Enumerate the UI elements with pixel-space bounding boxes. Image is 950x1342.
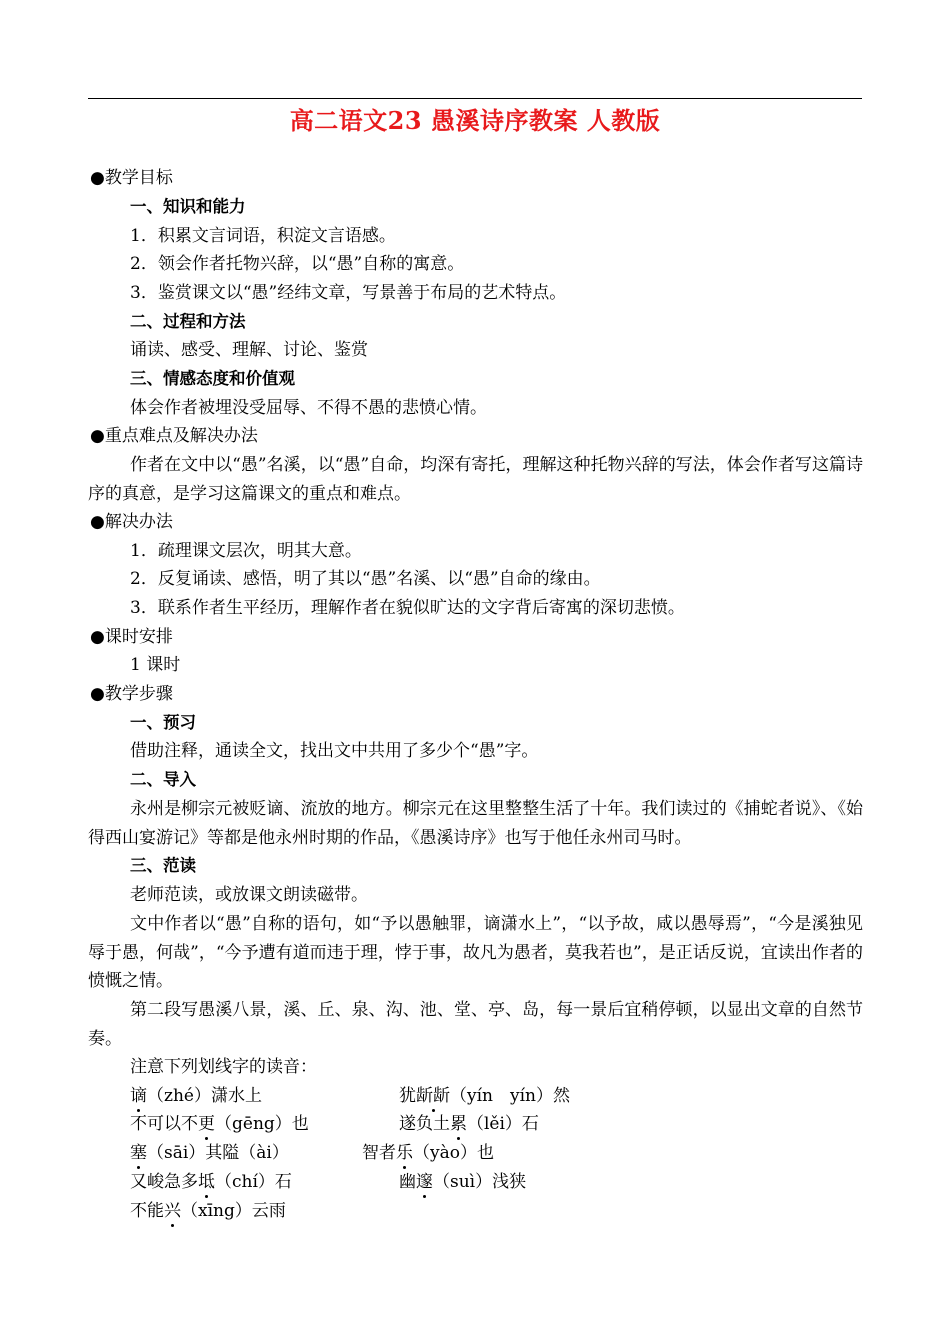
pronunciation-item: 不可以不更（gēng）也 — [130, 1114, 309, 1134]
list-item: 1．疏理课文层次，明其大意。 — [130, 541, 362, 561]
reading-paragraph-2: 文中作者以“愚”自称的语句，如“予以愚触罪，谪潇水上”，“以予故，咸以愚辱焉”，“今是溪独见辱于愚，何哉”，“今予遭有道而违于理，悖于事，故凡为愚者，莫我若也”，是正话反说，宜读出作者的愤慨之情。 — [88, 914, 863, 992]
section-heading-objectives: ●教学目标 — [90, 168, 173, 188]
section-heading-keypoints: ●重点难点及解决办法 — [90, 426, 258, 446]
list-item: 3．鉴赏课文以“愚”经纬文章，写景善于布局的艺术特点。 — [130, 283, 567, 303]
subheading-emotion: 三、情感态度和价值观 — [130, 369, 295, 388]
reading-paragraph-1: 老师范读，或放课文朗读磁带。 — [130, 885, 368, 905]
pronunciation-item: 遂负土累（lěi）石 — [399, 1114, 539, 1134]
subheading-reading: 三、范读 — [130, 856, 196, 875]
pronunciation-item: 幽邃（suì）浅狭 — [399, 1172, 527, 1192]
pronunciation-intro: 注意下列划线字的读音： — [130, 1057, 317, 1077]
list-item: 1．积累文言词语，积淀文言语感。 — [130, 226, 396, 246]
intro-paragraph: 永州是柳宗元被贬谪、流放的地方。柳宗元在这里整整生活了十年。我们读过的《捕蛇者说》、《始得西山宴游记》等都是他永州时期的作品，《愚溪诗序》也写于他任永州司马时。 — [88, 799, 863, 848]
section-heading-steps: ●教学步骤 — [90, 684, 173, 704]
pronunciation-item: 不能兴（xīng）云雨 — [130, 1201, 286, 1221]
subheading-intro: 二、导入 — [130, 770, 196, 789]
keypoints-paragraph: 作者在文中以“愚”名溪，以“愚”自命，均深有寄托，理解这种托物兴辞的写法，体会作者写这篇诗序的真意，是学习这篇课文的重点和难点。 — [88, 455, 863, 504]
pronunciation-item: 谪（zhé）潇水上 — [130, 1086, 262, 1106]
pronunciation-item: 又峻急多坻（chí）石 — [130, 1172, 292, 1192]
subheading-knowledge: 一、知识和能力 — [130, 197, 246, 216]
emotion-text: 体会作者被埋没受屈辱、不得不愚的悲愤心情。 — [130, 398, 487, 418]
process-text: 诵读、感受、理解、讨论、鉴赏 — [130, 340, 368, 360]
section-heading-solutions: ●解决办法 — [90, 512, 173, 532]
pronunciation-item: 塞（sāi）其隘（ài） — [130, 1143, 289, 1163]
pronunciation-item: 智者乐（yào）也 — [362, 1143, 494, 1163]
subheading-preview: 一、预习 — [130, 713, 196, 732]
reading-paragraph-3: 第二段写愚溪八景，溪、丘、泉、沟、池、堂、亭、岛，每一景后宜稍停顿，以显出文章的自然节奏。 — [88, 1000, 863, 1049]
schedule-text: 1 课时 — [130, 655, 181, 675]
list-item: 2．反复诵读、感悟，明了其以“愚”名溪、以“愚”自命的缘由。 — [130, 569, 601, 589]
section-heading-schedule: ●课时安排 — [90, 627, 173, 647]
subheading-process: 二、过程和方法 — [130, 312, 246, 331]
document-title: 高二语文23 愚溪诗序教案 人教版 — [289, 106, 661, 135]
list-item: 2．领会作者托物兴辞，以“愚”自称的寓意。 — [130, 254, 465, 274]
list-item: 3．联系作者生平经历，理解作者在貌似旷达的文字背后寄寓的深切悲愤。 — [130, 598, 685, 618]
pronunciation-item: 犹龂龂（yín yín）然 — [399, 1086, 570, 1106]
preview-text: 借助注释，通读全文，找出文中共用了多少个“愚”字。 — [130, 741, 539, 761]
top-rule — [88, 98, 862, 99]
